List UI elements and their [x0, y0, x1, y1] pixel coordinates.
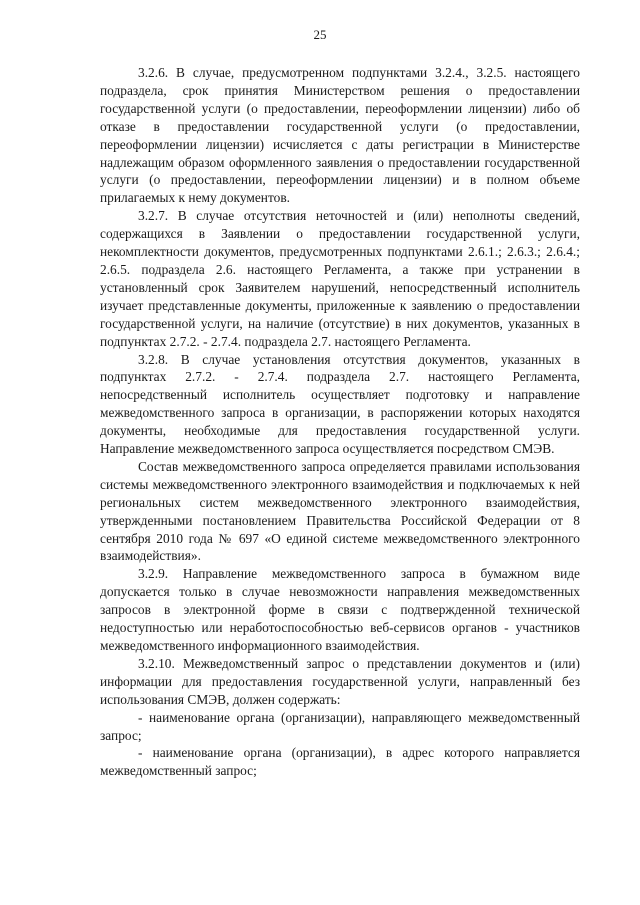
- document-body: [100, 64, 580, 780]
- paragraph-3-2-6: 3.2.6. В случае, предусмотренном подпунктами 3.2.4., 3.2.5. настоящего подраздела, срок принятия Министерством решения о предоставлении государственной услуги (о предоставлении, переоформлении лицензии) либо об отказе в предоставлении государственной услуги (о предоставлении, переоформлении лицензии) исчисляется с даты регистрации в Министерстве надлежащим образом оформленного заявления о предоставлении государственной услуги (о предоставлении, переоформлении лицензии) и в полном объеме прилагаемых к нему документов.: [100, 65, 580, 206]
- list-item-recipient-organ: - наименование органа (организации), в адрес которого направляется межведомственный запрос;: [100, 745, 580, 779]
- list-item-sender-organ: - наименование органа (организации), направляющего межведомственный запрос;: [100, 709, 580, 743]
- paragraph-3-2-8: 3.2.8. В случае установления отсутствия документов, указанных в подпунктах 2.7.2. - 2.7.4. подраздела 2.7. настоящего Регламента, непосредственный исполнитель осуществляет подготовку и направление межведомственного запроса в организации, в распоряжении которых находятся документы, необходимые для предоставления государственной услуги. Направление межведомственного запроса осуществляется посредством СМЭВ.: [100, 351, 580, 457]
- paragraph-3-2-7: 3.2.7. В случае отсутствия неточностей и (или) неполноты сведений, содержащихся в Заявлении о предоставлении государственной услуги, некомплектности документов, предусмотренных подпунктами 2.6.1.; 2.6.3.; 2.6.4.; 2.6.5. подраздела 2.6. настоящего Регламента, а также при устранении в установленный срок Заявителем нарушений, непосредственный исполнитель изучает представленные документы, приложенные к заявлению о предоставлении государственной услуги, на наличие (отсутствие) в них документов, указанных в подпунктах 2.7.2. - 2.7.4. подраздела 2.7. настоящего Регламента.: [100, 208, 580, 349]
- paragraph-3-2-10: 3.2.10. Межведомственный запрос о представлении документов и (или) информации для предоставления государственной услуги, направленный без использования СМЭВ, должен содержать:: [100, 655, 580, 707]
- paragraph-3-2-9: 3.2.9. Направление межведомственного запроса в бумажном виде допускается только в случае невозможности направления межведомственных запросов в электронной форме в связи с подтвержденной технической недоступностью или неработоспособностью веб-сервисов органов - участников межведомственного информационного взаимодействия.: [100, 566, 580, 653]
- paragraph-request-composition: Состав межведомственного запроса определяется правилами использования системы межведомственного электронного взаимодействия и подключаемых к ней региональных систем межведомственного электронного взаимодействия, утвержденными постановлением Правительства Российской Федерации от 8 сентября 2010 года № 697 «О единой системе межведомственного электронного взаимодействия».: [100, 458, 580, 564]
- page-number: 25: [313, 27, 327, 42]
